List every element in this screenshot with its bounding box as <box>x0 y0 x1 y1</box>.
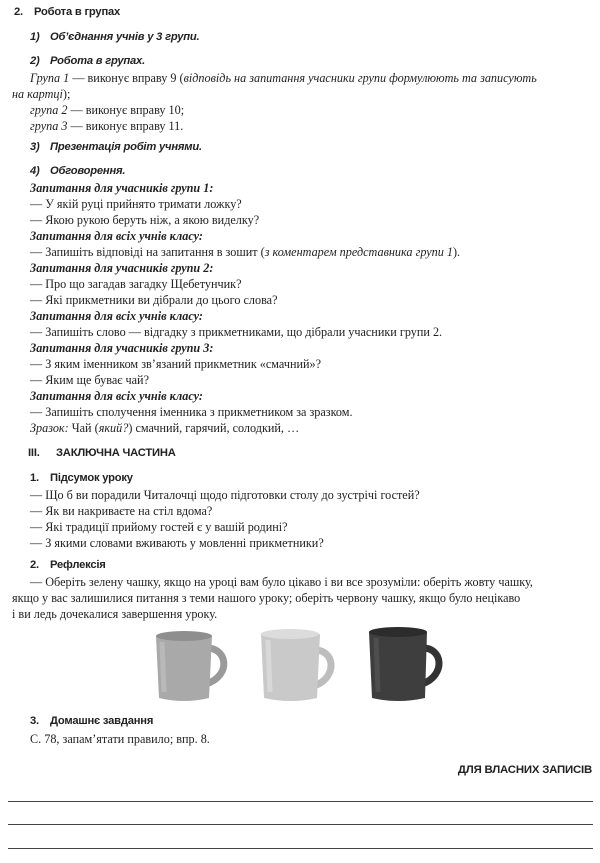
item-title: Рефлексія <box>50 559 106 571</box>
item-number: 3. <box>30 715 39 727</box>
group-label: група 3 <box>30 119 68 133</box>
task-all-2 <box>0 324 600 340</box>
section-number: ІІІ. <box>28 447 40 459</box>
summary-question <box>0 503 600 519</box>
yellow-cup-image <box>256 626 341 706</box>
heading-text: Запитання для учасників групи 3: <box>30 341 214 355</box>
notes-heading: ДЛЯ ВЛАСНИХ ЗАПИСІВ <box>457 764 592 776</box>
homework-heading <box>0 713 600 729</box>
task-text: — Запишіть сполучення іменника з прикметником за зразком. <box>30 405 353 419</box>
task-text: — виконує вправу 10; <box>67 103 185 117</box>
task-note: на картці <box>12 87 63 101</box>
step-number: 4) <box>30 165 40 177</box>
step-2 <box>0 53 600 69</box>
reflection-text <box>0 590 600 606</box>
step-text: Обговорення. <box>50 165 126 177</box>
item-number: 1. <box>30 472 39 484</box>
step-number: 1) <box>30 31 40 43</box>
section-2-heading <box>0 4 600 20</box>
question <box>0 372 600 388</box>
heading-text: Запитання для учасників групи 1: <box>30 181 214 195</box>
homework-text <box>0 731 600 747</box>
step-text: Презентація робіт учнями. <box>50 141 202 153</box>
sample-line <box>0 420 600 436</box>
step-text: Об’єднання учнів у 3 групи. <box>50 31 200 43</box>
reflection-line: — Оберіть зелену чашку, якщо на уроці вам було цікаво і ви все зрозуміли: оберіть жовту чашку, <box>30 575 533 589</box>
section-number: 2. <box>14 6 23 18</box>
step-1 <box>0 29 600 45</box>
item-title: Домашнє завдання <box>50 715 154 727</box>
task-all-3 <box>0 404 600 420</box>
group-label: Група 1 <box>30 71 70 85</box>
questions-all-heading <box>0 388 600 404</box>
item-title: Підсумок уроку <box>50 472 133 484</box>
question-text: — Про що загадав загадку Щебетунчик? <box>30 277 242 291</box>
green-cup-image <box>150 626 235 706</box>
group-3-task <box>0 118 600 134</box>
question-text: — Що б ви порадили Читалочці щодо підготовки столу до зустрічі гостей? <box>30 488 420 502</box>
question <box>0 212 600 228</box>
reflection-heading <box>0 557 600 573</box>
task-all-1 <box>0 244 600 260</box>
notes-line <box>8 801 593 802</box>
group-label: група 2 <box>30 103 68 117</box>
homework-value: С. 78, запам’ятати правило; впр. 8. <box>30 732 210 746</box>
question-text: — Якою рукою беруть ніж, а якою виделку? <box>30 213 260 227</box>
summary-heading <box>0 470 600 486</box>
red-cup-image <box>364 626 449 706</box>
reflection-text <box>0 606 600 622</box>
task-text: — виконує вправу 11. <box>67 119 184 133</box>
summary-question <box>0 519 600 535</box>
questions-all-heading <box>0 308 600 324</box>
reflection-line: і ви ледь дочекалися завершення уроку. <box>12 607 218 621</box>
sample-label: Зразок: <box>30 421 69 435</box>
task-text: — Запишіть відповіді на запитання в зошит ( <box>30 245 265 259</box>
section-title: Робота в групах <box>34 6 121 18</box>
group-1-task-cont <box>0 86 600 102</box>
questions-all-heading <box>0 228 600 244</box>
task-note: відповідь на запитання учасники групи формулюють та записують <box>183 71 537 85</box>
question-text: — З якими словами вживають у мовленні прикметники? <box>30 536 324 550</box>
question-text: — Яким ще буває чай? <box>30 373 149 387</box>
task-text: — Запишіть слово — відгадку з прикметниками, що дібрали учасники групи 2. <box>30 325 443 339</box>
item-number: 2. <box>30 559 39 571</box>
step-3 <box>0 139 600 155</box>
section-title: ЗАКЛЮЧНА ЧАСТИНА <box>56 447 176 459</box>
questions-group-3-heading <box>0 340 600 356</box>
step-number: 2) <box>30 55 40 67</box>
heading-text: Запитання для учасників групи 2: <box>30 261 214 275</box>
questions-group-1-heading <box>0 180 600 196</box>
question <box>0 292 600 308</box>
reflection-line: якщо у вас залишилися питання з теми нашого уроку; оберіть червону чашку, якщо було нецікаво <box>12 591 521 605</box>
heading-text: Запитання для всіх учнів класу: <box>30 389 203 403</box>
reflection-text <box>0 574 600 590</box>
notes-line <box>8 848 593 849</box>
question <box>0 276 600 292</box>
question-text: — Як ви накриваєте на стіл вдома? <box>30 504 213 518</box>
task-text: — виконує вправу 9 ( <box>69 71 184 85</box>
step-text: Робота в групах. <box>50 55 145 67</box>
question <box>0 196 600 212</box>
question-text: — З яким іменником зв’язаний прикметник «смачний»? <box>30 357 322 371</box>
group-2-task <box>0 102 600 118</box>
questions-group-2-heading <box>0 260 600 276</box>
summary-question <box>0 535 600 551</box>
step-4 <box>0 163 600 179</box>
question-text: — Які традиції прийому гостей є у вашій родині? <box>30 520 288 534</box>
notes-line <box>8 824 593 825</box>
task-note: з коментарем представника групи 1 <box>264 245 453 259</box>
sample-text: Чай ( <box>68 421 99 435</box>
step-number: 3) <box>30 141 40 153</box>
question-text: — У якій руці прийнято тримати ложку? <box>30 197 242 211</box>
group-1-task <box>0 70 600 86</box>
question <box>0 356 600 372</box>
task-end: ). <box>453 245 461 259</box>
sample-text: ) смачний, гарячий, солодкий, … <box>128 421 300 435</box>
question-text: — Які прикметники ви дібрали до цього слова? <box>30 293 278 307</box>
sample-question: який? <box>98 421 129 435</box>
heading-text: Запитання для всіх учнів класу: <box>30 309 203 323</box>
heading-text: Запитання для всіх учнів класу: <box>30 229 203 243</box>
summary-question <box>0 487 600 503</box>
task-end: ); <box>62 87 71 101</box>
section-3-heading <box>0 445 600 461</box>
